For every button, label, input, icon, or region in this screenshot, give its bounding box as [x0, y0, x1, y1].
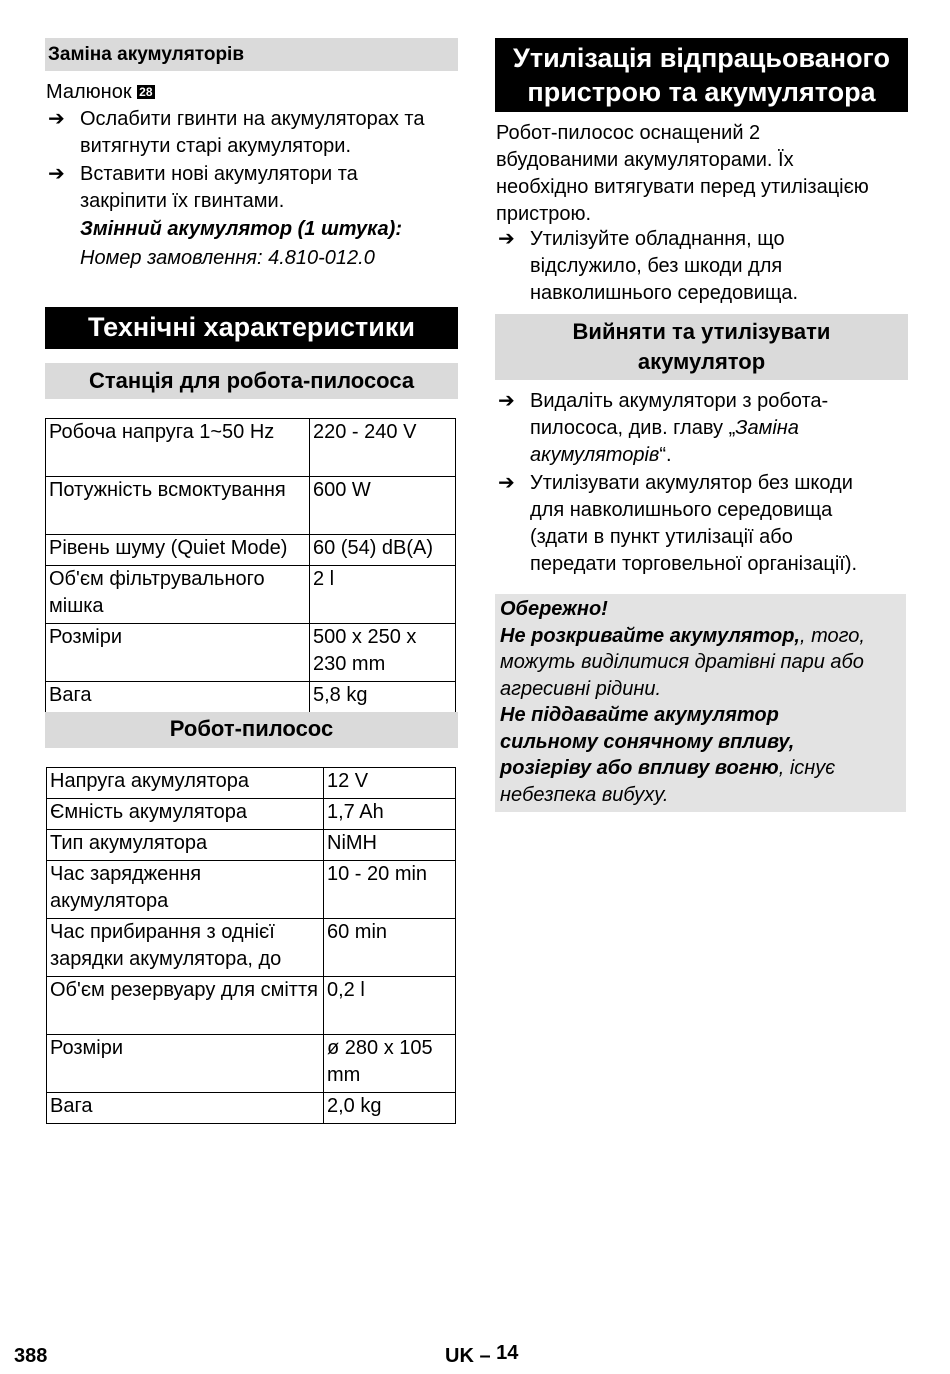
spec-value: 600 W: [310, 477, 456, 535]
table-row: [47, 1035, 456, 1093]
replace-batteries-heading: Заміна акумуляторів: [45, 38, 458, 71]
chapter-reference: Заміна: [735, 417, 799, 439]
table-row: [47, 1093, 456, 1124]
spec-label: Час прибирання з однієї зарядки акумулятора, до: [47, 919, 324, 977]
figure-number-badge: 28: [139, 85, 153, 99]
figure-reference: [46, 79, 155, 106]
table-row: [47, 919, 456, 977]
step-insert-batteries: Вставити нові акумулятори та закріпити їх гвинтами.: [80, 163, 358, 212]
spec-label: Ємність акумулятора: [47, 799, 324, 830]
tech-specs-heading: Технічні характеристики: [45, 307, 458, 349]
footer-section: UK – 14: [445, 1342, 519, 1367]
spec-label: Розміри: [46, 624, 310, 682]
table-row: [47, 830, 456, 861]
spec-value: NiMH: [324, 830, 456, 861]
table-row: [47, 977, 456, 1035]
table-row: [47, 799, 456, 830]
spare-battery-order-number: Номер замовлення: 4.810-012.0: [80, 247, 375, 269]
spec-value: 0,2 l: [324, 977, 456, 1035]
spec-value: ø 280 x 105 mm: [324, 1035, 456, 1093]
spec-value: 2 l: [310, 566, 456, 624]
spare-battery-title: Змінний акумулятор (1 штука):: [80, 218, 402, 240]
arrow-right-icon: ➔: [498, 390, 515, 412]
chapter-reference: акумуляторів: [530, 444, 660, 466]
spec-value: 2,0 kg: [324, 1093, 456, 1124]
table-row: [46, 477, 456, 535]
spec-label: Об'єм резервуару для сміття: [47, 977, 324, 1035]
spec-label: Об'єм фільтрувального мішка: [46, 566, 310, 624]
spec-value: 60 min: [324, 919, 456, 977]
step-remove-batteries: Видаліть акумулятори з робота- пилососа, див. главу „Заміна акумуляторів“.: [530, 390, 829, 466]
robot-spec-table: [46, 767, 456, 1124]
spec-label: Потужність всмоктування: [46, 477, 310, 535]
spec-label: Робоча напруга 1~50 Hz: [46, 419, 310, 477]
step-dispose-battery: Утилізувати акумулятор без шкоди для навколишнього середовища (здати в пункт утилізації або передати торговельної організації).: [530, 472, 858, 575]
caution-title: Обережно!: [500, 598, 608, 620]
spec-value: 220 - 240 V: [310, 419, 456, 477]
spec-value: 60 (54) dB(A): [310, 535, 456, 566]
arrow-right-icon: ➔: [48, 108, 65, 130]
remove-battery-heading: Вийняти та утилізувати акумулятор: [495, 314, 908, 380]
figure-label: Малюнок: [46, 81, 132, 103]
disposal-intro: Робот-пилосос оснащений 2 вбудованими акумуляторами. Їх необхідно витягувати перед утилізацією пристрою.: [496, 122, 869, 225]
table-row: [46, 535, 456, 566]
spec-value: 5,8 kg: [310, 682, 456, 713]
spec-label: Напруга акумулятора: [47, 768, 324, 799]
spec-label: Вага: [46, 682, 310, 713]
spec-value: 12 V: [324, 768, 456, 799]
arrow-right-icon: ➔: [48, 163, 65, 185]
spec-label: Час зарядження акумулятора: [47, 861, 324, 919]
spec-value: 1,7 Ah: [324, 799, 456, 830]
spec-label: Вага: [47, 1093, 324, 1124]
arrow-right-icon: ➔: [498, 472, 515, 494]
station-heading: Станція для робота-пилососа: [45, 363, 458, 399]
table-row: [47, 861, 456, 919]
table-row: [47, 768, 456, 799]
page-number: 388: [14, 1345, 48, 1367]
spec-value: 500 x 250 x 230 mm: [310, 624, 456, 682]
caution-box: Обережно! Не розкривайте акумулятор,, того, можуть виділитися дратівні пари або агресивні рідини. Не піддавайте акумулятор сильному сонячному впливу, розігріву або впливу вогню, існує небезпека вибуху.: [495, 594, 906, 812]
table-row: [46, 566, 456, 624]
robot-heading: Робот-пилосос: [45, 712, 458, 748]
table-row: [46, 419, 456, 477]
step-loosen-screws: Ослабити гвинти на акумуляторах та витягнути старі акумулятори.: [80, 108, 425, 157]
spec-label: Тип акумулятора: [47, 830, 324, 861]
spec-label: Рівень шуму (Quiet Mode): [46, 535, 310, 566]
disposal-heading: Утилізація відпрацьованого пристрою та акумулятора: [495, 38, 908, 112]
spec-value: 10 - 20 min: [324, 861, 456, 919]
table-row: [46, 624, 456, 682]
station-spec-table: [45, 418, 456, 713]
step-dispose-device: Утилізуйте обладнання, що відслужило, без шкоди для навколишнього середовища.: [530, 228, 799, 304]
spec-label: Розміри: [47, 1035, 324, 1093]
arrow-right-icon: ➔: [498, 228, 515, 250]
table-row: [46, 682, 456, 713]
